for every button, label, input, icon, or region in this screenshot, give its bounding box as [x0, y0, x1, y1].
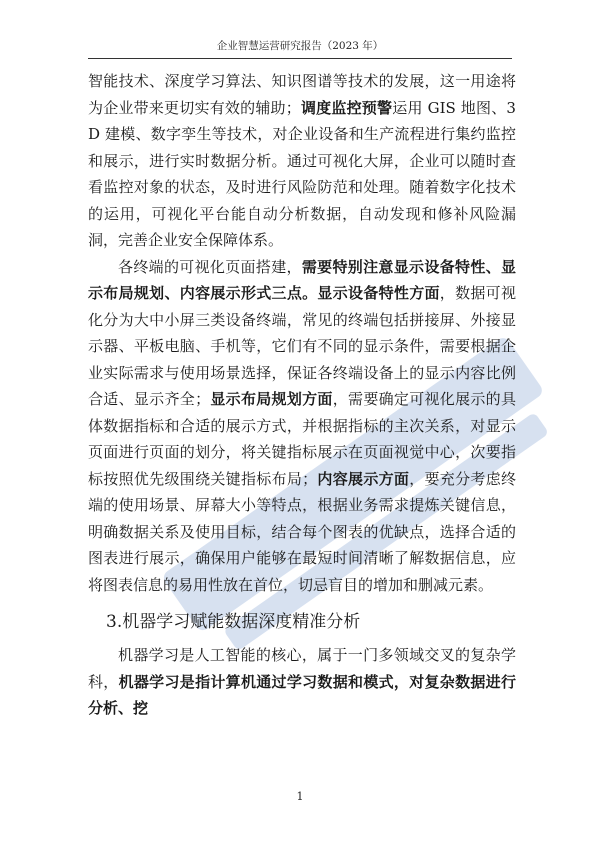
text-span: ，要充分考虑终端的使用场景、屏幕大小等特点，根据业务需求提炼关键信息，明确数据关系及使用目标，结合每个图表的优缺点，选择合适的图表进行展示，确保用户能够在最短时间清晰了解数据信息，应将图表信息的易用性放在首位，切忌盲目的增加和删减元素。	[88, 469, 516, 594]
text-span: 智能技术、深度学习算法、知识图谱等技术的发展，这一用途将为企业带来更切实有效的辅助；	[88, 72, 516, 117]
bold-term: 内容展示方面	[317, 469, 410, 488]
bold-term: 调度监控预警	[300, 98, 393, 117]
text-span: ，需要确定可视化展示的具体数据指标和合适的展示方式，并根据指标的主次关系，对显示页面进行页面的划分，将关键指标展示在页面视觉中心，次要指标按照优先级围绕关键指标布局；	[88, 390, 516, 488]
bold-term: 需要特别注意显示设备特性、显示布局规划、内容展示形式三点。显示设备特性方面	[88, 257, 516, 302]
bold-term: 机器学习是指计算机通过学习数据和模式，对复杂数据进行分析、挖	[88, 672, 516, 717]
section-heading: 3.机器学习赋能数据深度精准分析	[106, 612, 361, 632]
header-rule	[88, 58, 512, 59]
bold-term: 显示布局规划方面	[210, 390, 333, 408]
paragraph-machine-learning	[88, 642, 516, 722]
paragraph-visual-pages	[88, 254, 516, 599]
text-span: 各终端的可视化页面搭建，	[118, 257, 302, 276]
paragraph-monitoring	[88, 68, 516, 254]
text-span: ，数据可视化分为大中小屏三类设备终端，常见的终端包括拼接屏、外接显示器、平板电脑、手机等，它们有不同的显示条件，需要根据企业实际需求与使用场景选择，保证各终端设备上的显示内容比例合适、显示齐全；	[88, 284, 516, 408]
running-header: 企业智慧运营研究报告（2023 年）	[216, 40, 384, 52]
text-span: 机器学习是人工智能的核心，属于一门多领域交叉的复杂学科，	[88, 646, 516, 691]
document-body	[88, 68, 516, 722]
page-number: 1	[296, 790, 304, 803]
text-span: 运用 GIS 地图、3D 建模、数字孪生等技术，对企业设备和生产流程进行集约监控和展示，进行实时数据分析。通过可视化大屏，企业可以随时查看监控对象的状态，及时进行风险防范和处理。随着数字化技术的运用，可视化平台能自动分析数据，自动发现和修补风险漏洞，完善企业安全保障体系。	[88, 98, 516, 249]
